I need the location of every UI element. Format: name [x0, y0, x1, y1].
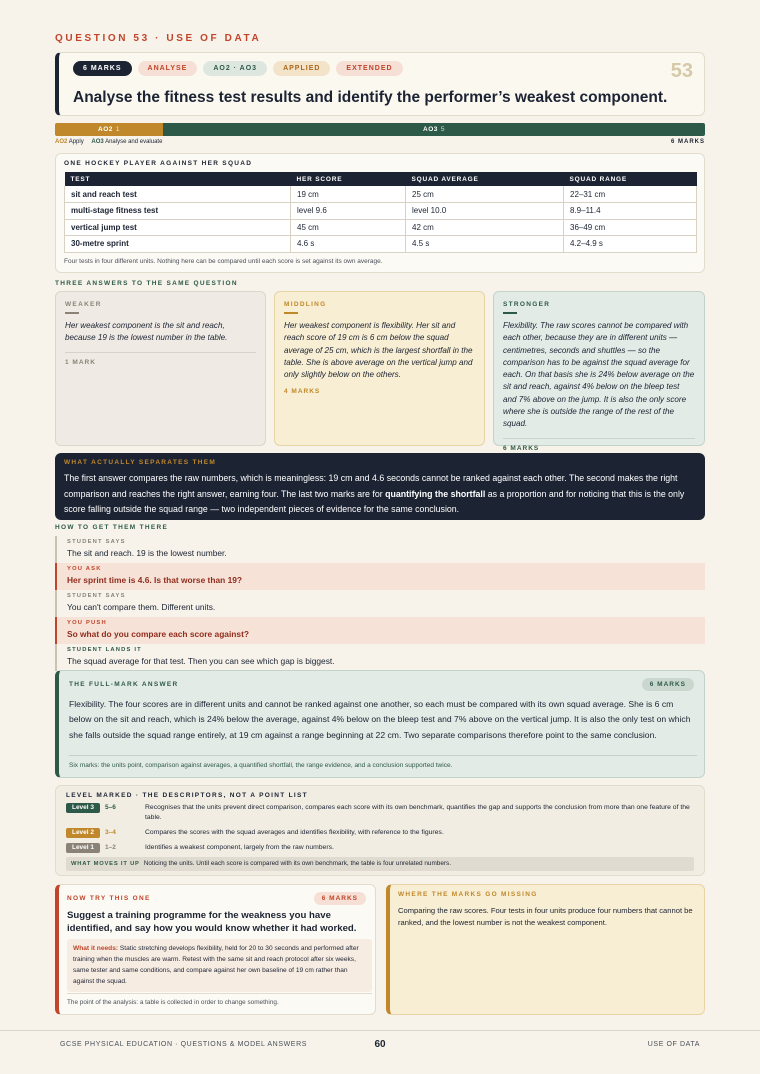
fitness-table	[64, 172, 697, 253]
speech: The squad average for that test. Then you can see which gap is biggest.	[67, 656, 335, 666]
dialogue-student	[55, 590, 705, 617]
table-cell: sit and reach test	[65, 186, 291, 203]
question-card	[55, 52, 705, 116]
ao-chip: AO2 · AO3	[203, 61, 267, 76]
dialogue-teacher	[55, 563, 705, 590]
speaker-label: YOU PUSH	[67, 620, 107, 626]
table-cell: 36–49 cm	[564, 219, 697, 236]
speech: The sit and reach. 19 is the lowest number.	[67, 548, 227, 558]
speaker-label: STUDENT LANDS IT	[67, 647, 142, 653]
table-cell: level 10.0	[406, 203, 564, 220]
dialogue	[55, 536, 705, 671]
level-row	[66, 803, 693, 823]
level-marks: 5–6	[105, 804, 116, 811]
marks-chip: 6 MARKS	[73, 61, 132, 76]
answers-section-label: THREE ANSWERS TO THE SAME QUESTION	[55, 280, 238, 287]
question-chips	[73, 61, 403, 76]
table-cell: 4.6 s	[291, 236, 406, 253]
middling-marks: 4 MARKS	[284, 388, 321, 396]
level-row	[66, 828, 693, 838]
table-note: Four tests in four different units. Nothing here can be compared until each score is set against its own average.	[64, 258, 383, 265]
table-cell: multi-stage fitness test	[65, 203, 291, 220]
full-mark-text: Flexibility. The four scores are in different units and cannot be ranked against one another, so each must be compared with its own squad average. She is 6 cm below on the sit and reach, which is 24% below the average, against 4% below on the bleep test and 7% above on the vertical jump. It is also the only test on which she falls outside the squad range entirely, at 19 cm against a range beginning at 22 cm. Two separate comparisons therefore point to the same conclusion.	[69, 699, 691, 740]
col-header: HER SCORE	[291, 172, 406, 186]
level-badge: Level 3	[66, 803, 100, 813]
footer-left: GCSE PHYSICAL EDUCATION · QUESTIONS & MODEL ANSWERS	[60, 1041, 307, 1048]
table-cell: 30-metre sprint	[65, 236, 291, 253]
footer-right: USE OF DATA	[647, 1041, 700, 1048]
stronger-marks: 6 MARKS	[503, 438, 695, 452]
ao-bar	[55, 123, 705, 136]
stronger-text: Flexibility. The raw scores cannot be compared with each other, because they are in different units — centimetres, seconds and shuttles — so the comparison has to be against the squad average for each. On that basis she is 24% below average on the sit and reach, against 4% below on the bleep test and 7% above on the jump. It is also the only score where she is outside the range of the rest of the squad.	[503, 321, 695, 429]
table-cell: level 9.6	[291, 203, 406, 220]
missing-card	[386, 884, 705, 1015]
full-mark-card	[55, 670, 705, 778]
marks-badge: 6 MARKS	[642, 678, 694, 691]
table-cell: 8.9–11.4	[564, 203, 697, 220]
separates-label: WHAT ACTUALLY SEPARATES THEM	[64, 459, 217, 466]
marks-badge: 6 MARKS	[314, 892, 366, 905]
level-descriptors	[55, 785, 705, 876]
try-note: The point of the analysis: a table is collected in order to change something.	[67, 993, 372, 1006]
level-marks: 1–2	[105, 844, 116, 851]
speech: Her sprint time is 4.6. Is that worse than 19?	[67, 575, 242, 585]
col-header: SQUAD AVERAGE	[406, 172, 564, 186]
level-row	[66, 843, 693, 853]
separates-box	[55, 453, 705, 520]
table-cell: 45 cm	[291, 219, 406, 236]
table-header-row	[65, 172, 697, 186]
separates-text: The first answer compares the raw numbers, which is meaningless: 19 cm and 4.6 seconds cannot be ranked against each other. The second makes the right comparison and reaches the right answer, earning four. The last two marks are for quantifying the shortfall as a proportion and for noticing that this is the only score falling outside the squad range — two independent pieces of evidence for the same conclusion.	[64, 473, 685, 514]
table-row	[65, 203, 697, 220]
level-desc: Identifies a weakest component, largely from the raw numbers.	[145, 844, 334, 851]
weaker-answer-card	[55, 291, 266, 446]
middling-answer-card	[274, 291, 485, 446]
missing-text: Comparing the raw scores. Four tests in four units produce four numbers that cannot be ranked, and the lowest number is not the weakest component.	[398, 906, 693, 928]
table-cell: 19 cm	[291, 186, 406, 203]
speaker-label: STUDENT SAYS	[67, 593, 126, 599]
length-chip: EXTENDED	[336, 61, 402, 76]
table-cell: 4.5 s	[406, 236, 564, 253]
try-question: Suggest a training programme for the weakness you have identified, and say how you would know whether it had worked.	[67, 910, 357, 934]
speech: So what do you compare each score against?	[67, 629, 249, 639]
table-row	[65, 186, 697, 203]
command-word-chip: ANALYSE	[138, 61, 198, 76]
question-number: 53	[670, 60, 693, 82]
weaker-text: Her weakest component is the sit and reach, because 19 is the lowest number in the table.	[65, 321, 228, 343]
try-needs: What it needs: Static stretching develops flexibility, held for 20 to 30 seconds and performed after training when the muscles are warm. Retest with the same sit and reach protocol after six weeks, same tester and same conditions, and compare against her own baseline of 19 cm rather than against the squad.	[67, 939, 372, 992]
levels-label: LEVEL MARKED · THE DESCRIPTORS, NOT A POINT LIST	[66, 792, 308, 799]
level-badge: Level 1	[66, 843, 100, 853]
middling-text: Her weakest component is flexibility. Her sit and reach score of 19 cm is 6 cm below the squad average of 25 cm, which is the largest shortfall in the table. She is above average on the vertical jump and only slightly below on the others.	[284, 321, 473, 380]
question-header: QUESTION 53 · USE OF DATA	[55, 33, 262, 44]
data-card-label: ONE HOCKEY PLAYER AGAINST HER SQUAD	[64, 160, 253, 167]
ao2-segment: AO2 1	[55, 123, 163, 136]
dialogue-student	[55, 536, 705, 563]
missing-label: WHERE THE MARKS GO MISSING	[398, 891, 538, 898]
table-cell: 42 cm	[406, 219, 564, 236]
level-desc: Compares the scores with the squad averages and identifies flexibility, with reference to the figures.	[145, 829, 444, 836]
how-section-label: HOW TO GET THEM THERE	[55, 524, 169, 531]
full-mark-label: THE FULL-MARK ANSWER	[69, 681, 179, 688]
divider	[284, 312, 298, 314]
page-number: 60	[374, 1039, 386, 1050]
speaker-label: STUDENT SAYS	[67, 539, 126, 545]
full-mark-note: Six marks: the units point, comparison against averages, a quantified shortfall, the range evidence, and a conclusion supported twice.	[69, 755, 697, 769]
level-marks: 3–4	[105, 829, 116, 836]
type-chip: APPLIED	[273, 61, 330, 76]
middling-label: MIDDLING	[284, 301, 327, 308]
dialogue-teacher	[55, 617, 705, 644]
table-cell: 4.2–4.9 s	[564, 236, 697, 253]
level-badge: Level 2	[66, 828, 100, 838]
dialogue-student-lands	[55, 644, 705, 671]
col-header: SQUAD RANGE	[564, 172, 697, 186]
moves-it-up: WHAT MOVES IT UP Noticing the units. Until each score is compared with its own benchmark, the table is four unrelated numbers.	[66, 857, 694, 871]
total-marks: 6 MARKS	[670, 139, 705, 145]
col-header: TEST	[65, 172, 291, 186]
table-row	[65, 219, 697, 236]
stronger-label: STRONGER	[503, 301, 551, 308]
try-label: NOW TRY THIS ONE	[67, 895, 151, 902]
table-cell: vertical jump test	[65, 219, 291, 236]
speech: You can't compare them. Different units.	[67, 602, 216, 612]
level-desc: Recognises that the units prevent direct comparison, compares each score with its own benchmark, quantifies the gap and supports the conclusion from more than one feature of the table.	[145, 804, 690, 821]
table-cell: 25 cm	[406, 186, 564, 203]
table-cell: 22–31 cm	[564, 186, 697, 203]
ao-legend: AO2 Apply AO3 Analyse and evaluate	[55, 139, 163, 145]
divider	[503, 312, 517, 314]
ao3-segment: AO3 5	[163, 123, 705, 136]
weaker-marks: 1 MARK	[65, 352, 256, 366]
data-card	[55, 153, 705, 273]
divider	[65, 312, 79, 314]
table-row	[65, 236, 697, 253]
weaker-label: WEAKER	[65, 301, 102, 308]
stronger-answer-card	[493, 291, 705, 452]
speaker-label: YOU ASK	[67, 566, 102, 572]
try-card	[55, 884, 376, 1015]
question-title: Analyse the fitness test results and identify the performer’s weakest component.	[73, 89, 668, 106]
footer	[0, 1030, 760, 1074]
